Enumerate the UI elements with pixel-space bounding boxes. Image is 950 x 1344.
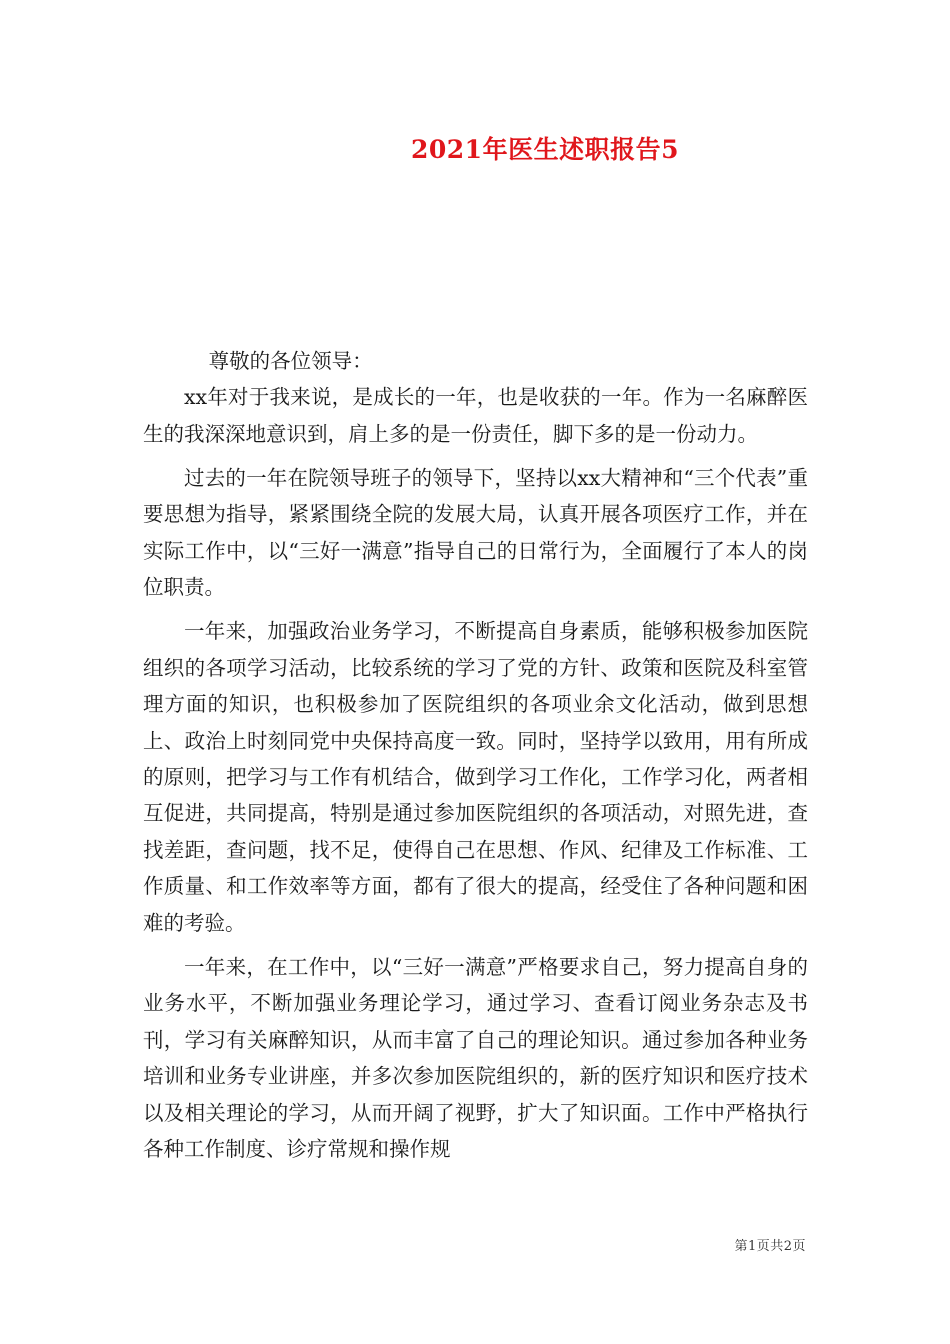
paragraph-4: 一年来，在工作中，以“三好一满意”严格要求自己，努力提高自身的业务水平，不断加强业务理论学习，通过学习、查看订阅业务杂志及书刊，学习有关麻醉知识，从而丰富了自己的理论知识。通过参加各种业务培训和业务专业讲座，并多次参加医院组织的，新的医疗知识和医疗技术以及相关理论的学习，从而开阔了视野，扩大了知识面。工作中严格执行各种工作制度、诊疗常规和操作规	[143, 954, 808, 1161]
page-footer: 第1页共2页	[734, 1239, 806, 1254]
salutation: 尊敬的各位领导：	[208, 349, 373, 373]
paragraph-2: 过去的一年在院领导班子的领导下，坚持以xx大精神和“三个代表”重要思想为指导，紧紧围绕全院的发展大局，认真开展各项医疗工作，并在实际工作中，以“三好一满意”指导自己的日常行为，全面履行了本人的岗位职责。	[143, 466, 808, 600]
paragraph-1: xx年对于我来说，是成长的一年，也是收获的一年。作为一名麻醉医生的我深深地意识到，肩上多的是一份责任，脚下多的是一份动力。	[143, 385, 808, 446]
paragraph-3: 一年来，加强政治业务学习，不断提高自身素质，能够积极参加医院组织的各项学习活动，比较系统的学习了党的方针、政策和医院及科室管理方面的知识，也积极参加了医院组织的各项业余文化活动，做到思想上、政治上时刻同党中央保持高度一致。同时，坚持学以致用，用有所成的原则，把学习与工作有机结合，做到学习工作化，工作学习化，两者相互促进，共同提高，特别是通过参加医院组织的各项活动，对照先进，查找差距，查问题，找不足，使得自己在思想、作风、纪律及工作标准、工作质量、和工作效率等方面，都有了很大的提高，经受住了各种问题和困难的考验。	[143, 619, 808, 935]
document-title: 2021年医生述职报告5	[411, 135, 679, 164]
document-body	[143, 343, 808, 1175]
